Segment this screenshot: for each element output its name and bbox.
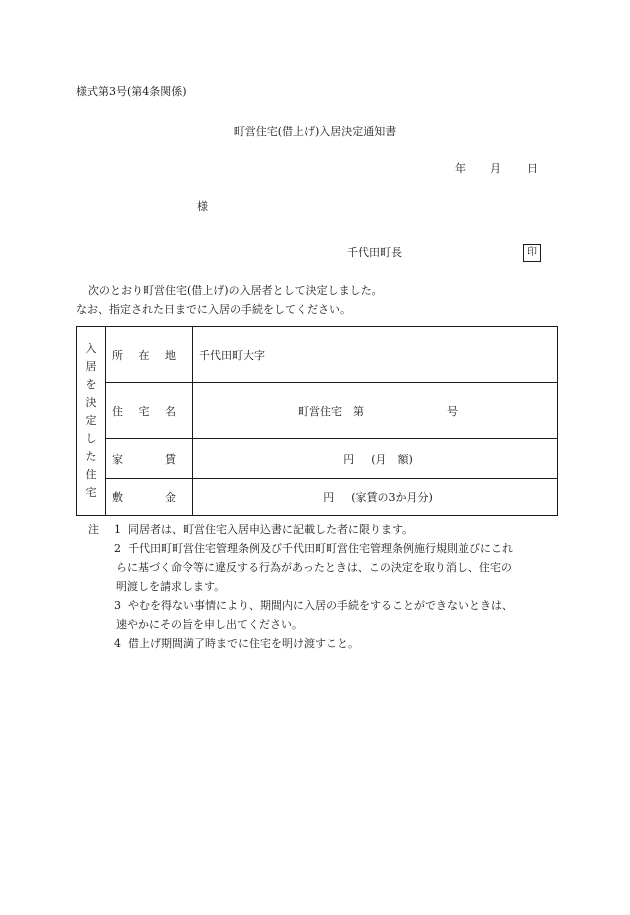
- note-item: [76, 520, 566, 539]
- note-text: やむを得ない事情により、期間内に入居の手続をすることができないときは、: [128, 599, 513, 612]
- location-value: 千代田町大字: [193, 327, 558, 383]
- location-label: 所 在 地: [106, 327, 193, 383]
- rent-value: 円 (月 額): [193, 439, 558, 479]
- note-item: [76, 539, 566, 596]
- rent-label: 家 賃: [106, 439, 193, 479]
- note-number: 3: [114, 599, 121, 612]
- note-number: 4: [114, 637, 121, 650]
- house-name-label: 住 宅 名: [106, 383, 193, 439]
- deposit-value: 円 (家賃の3か月分): [193, 479, 558, 516]
- note-number: 2: [114, 542, 121, 555]
- date-day-label: 日: [527, 162, 538, 175]
- house-name-value: 町営住宅 第 号: [193, 383, 558, 439]
- note-text: 同居者は、町営住宅入居申込書に記載した者に限ります。: [128, 523, 414, 536]
- body-line-1: 次のとおり町営住宅(借上げ)の入居者として決定しました。: [88, 284, 383, 297]
- seal-mark: 印: [523, 244, 541, 262]
- note-text: 明渡しを請求します。: [116, 580, 226, 593]
- note-text: 借上げ期間満了時までに住宅を明け渡すこと。: [128, 637, 359, 650]
- document-title: 町営住宅(借上げ)入居決定通知書: [233, 125, 397, 138]
- issuer-name: 千代田町長: [347, 246, 402, 259]
- date-year-label: 年: [455, 162, 466, 175]
- body-line-2: なお、指定された日までに入居の手続をしてください。: [76, 303, 351, 316]
- deposit-label: 敷 金: [106, 479, 193, 516]
- date-line: [455, 162, 538, 176]
- house-details-table: [76, 326, 558, 516]
- notes-section: [76, 520, 566, 653]
- note-text: 千代田町町営住宅管理条例及び千代田町町営住宅管理条例施行規則並びにこれ: [128, 542, 513, 555]
- notes-mark: 注: [88, 523, 99, 536]
- date-month-label: 月: [490, 162, 501, 175]
- addressee-suffix: 様: [197, 200, 208, 213]
- form-number: 様式第3号(第4条関係): [76, 85, 187, 98]
- side-label: 入 居 を 決 定 し た 住 宅: [77, 327, 106, 516]
- note-number: 1: [114, 523, 121, 536]
- note-text: らに基づく命令等に違反する行為があったときは、この決定を取り消し、住宅の: [116, 561, 512, 574]
- note-item: [76, 634, 566, 653]
- note-item: [76, 596, 566, 634]
- note-text: 速やかにその旨を申し出てください。: [116, 618, 303, 631]
